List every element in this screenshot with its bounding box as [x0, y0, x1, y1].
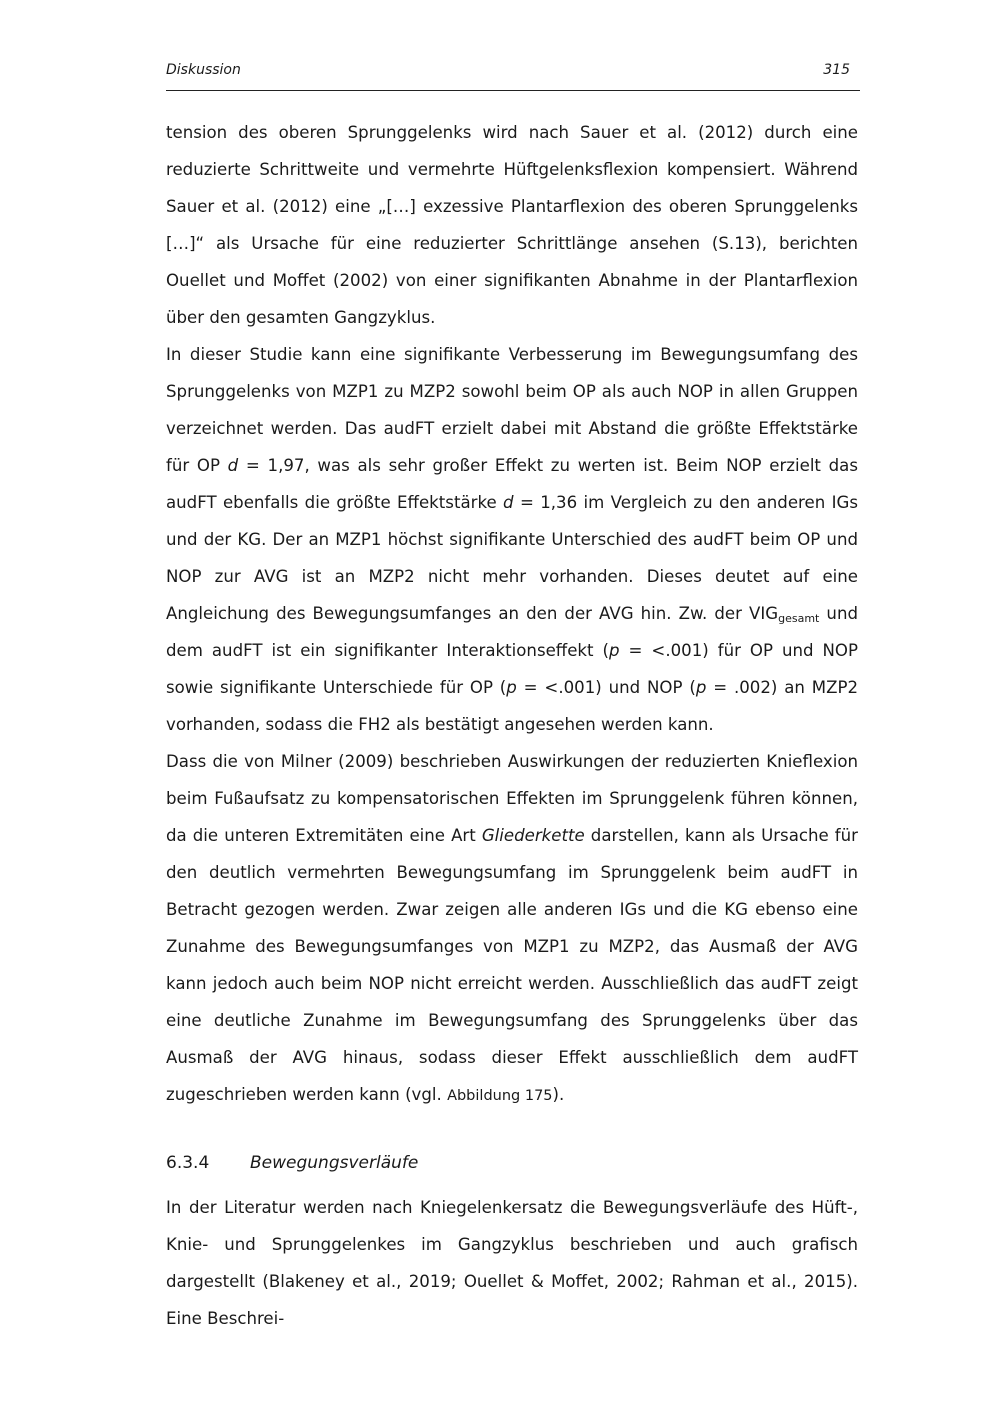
effect-size-symbol: d — [503, 493, 514, 512]
effect-size-symbol: d — [227, 456, 239, 475]
p-value-symbol: p — [506, 678, 517, 697]
paragraph-2-text: = <.001) und NOP ( — [516, 678, 696, 697]
paragraph-2-text: In dieser Studie kann eine signifikante Verbesserung im Bewegungsumfang des Sprunggelenks von MZP1 zu MZP2 sowohl beim OP als auch NOP in allen Gruppen verzeichnet werden. Das audFT erzielt dabei mit Abstand die größte Effektstärke für OP — [166, 345, 858, 475]
running-header — [166, 60, 860, 91]
p-value-symbol: p — [609, 641, 620, 660]
paragraph-3-text: darstellen, kann als Ursache für den deutlich vermehrten Bewegungsumfang im Sprunggelenk beim audFT in Betracht gezogen werden. Zwar zeigen alle anderen IGs und die KG ebenso eine Zunahme des Bewegungsumfanges von MZP1 zu MZP2, das Ausmaß der AVG kann jedoch auch beim NOP nicht erreicht werden. Ausschließlich das audFT zeigt eine deutliche Zunahme im Bewegungsumfang des Sprunggelenks über das Ausmaß der AVG hinaus, sodass dieser Effekt ausschließlich dem audFT zugeschrieben werden kann (vgl. — [166, 826, 858, 1104]
paragraph-3 — [166, 743, 858, 1115]
paragraph-3-text: Dass die von Milner (2009) beschrieben Auswirkungen der reduzierten Knieflexion beim Fußaufsatz zu kompensatorischen Effekten im Sprunggelenk führen können, da die unteren Extremitäten eine Art — [166, 752, 858, 845]
section-title: Bewegungsverläufe — [250, 1153, 419, 1173]
header-section-title: Diskussion — [166, 62, 241, 78]
section-number: 6.3.4 — [166, 1153, 210, 1173]
paragraph-4 — [166, 1189, 858, 1337]
p-value-symbol: p — [695, 678, 707, 697]
paragraph-2-text: = .002) an MZP2 vorhanden, sodass die FH2 als bestätigt angesehen werden kann. — [166, 678, 859, 734]
emphasis-term: Gliederkette — [481, 826, 585, 845]
paragraph-2-text: und dem audFT ist ein signifikanter Interaktionseffekt ( — [166, 604, 858, 660]
paragraph-2 — [166, 336, 858, 743]
paragraph-1 — [166, 114, 858, 336]
figure-reference-link[interactable]: Abbildung 175 — [447, 1088, 553, 1104]
subscript-gesamt: gesamt — [778, 612, 820, 625]
paragraph-1-text: tension des oberen Sprunggelenks wird nach Sauer et al. (2012) durch eine reduzierte Schrittweite und vermehrte Hüftgelenksflexion kompensiert. Während Sauer et al. (2012) eine „[…] exzessive Plantarflexion des oberen Sprunggelenks […]“ als Ursache für eine reduzierter Schrittlänge ansehen (S.13), berichten Ouellet und Moffet (2002) von einer signifikanten Abnahme in der Plantarflexion über den gesamten Gangzyklus. — [166, 123, 858, 327]
paragraph-4-text: In der Literatur werden nach Kniegelenkersatz die Bewegungsverläufe des Hüft-, Knie- und Sprunggelenkes im Gangzyklus beschrieben und auch grafisch dargestellt (Blakeney et al., 2019; Ouellet & Moffet, 2002; Rahman et al., 2015). Eine Beschrei- — [166, 1198, 858, 1328]
paragraph-3-text: ). — [552, 1085, 565, 1104]
paragraph-2-text: = 1,36 im Vergleich zu den anderen IGs und der KG. Der an MZP1 höchst signifikante Unterschied des audFT beim OP und NOP zur AVG ist an MZP2 nicht mehr vorhanden. Dieses deutet auf eine Angleichung des Bewegungsumfanges an den der AVG hin. Zw. der VIG — [166, 493, 858, 623]
body-text — [166, 114, 858, 1115]
page-number: 315 — [823, 62, 850, 78]
section-heading — [166, 1148, 418, 1178]
body-text-continued — [166, 1189, 858, 1337]
paragraph-2-text: = <.001) für OP und NOP sowie signifikante Unterschiede für OP ( — [166, 641, 858, 697]
paragraph-2-text: = 1,97, was als sehr großer Effekt zu werten ist. Beim NOP erzielt das audFT ebenfalls die größte Effektstärke — [166, 456, 858, 512]
